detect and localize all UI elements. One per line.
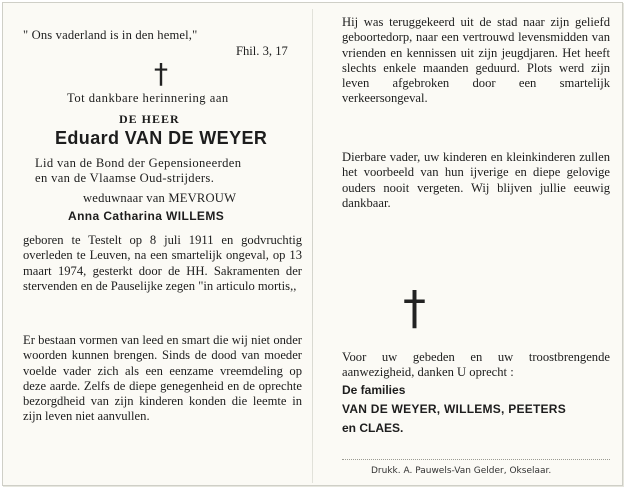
large-cross-icon: †: [403, 281, 426, 335]
farewell-paragraph: Dierbare vader, uw kinderen en kleinkinderen zullen het voorbeeld van hun ijverige en diepe gelovige ouders nooit vergeten. Wij blijven jullie eeuwig dankbaar.: [342, 150, 610, 210]
spouse-name: Anna Catharina WILLEMS: [68, 209, 225, 223]
scripture-quote: " Ons vaderland is in den hemel,": [23, 28, 198, 42]
families-names: VAN DE WEYER, WILLEMS, PEETERS: [342, 402, 566, 416]
scripture-reference: Fhil. 3, 17: [236, 44, 288, 58]
deceased-name: Eduard VAN DE WEYER: [55, 128, 268, 148]
families-last: en CLAES.: [342, 421, 404, 435]
fold-line: [312, 9, 313, 483]
cross-icon: †: [154, 57, 168, 90]
biography-continued: Hij was teruggekeerd uit de stad naar zijn geliefd geboortedorp, naar een vertrouwd levensmidden van vrienden en kennissen uit zijn jeugdjaren. Het heeft slechts enkele maanden geduurd. Plots werd zijn leven afgebroken door een smartelijk verkeersongeval.: [342, 15, 610, 106]
printer-credit: Drukk. A. Pauwels-Van Gelder, Okselaar.: [371, 466, 552, 476]
remembrance-intro: Tot dankbare herinnering aan: [67, 91, 229, 105]
biography: geboren te Testelt op 8 juli 1911 en godvruchtig overleden te Leuven, na een smartelijk ongeval, op 13 maart 1974, gesterkt door de HH. Sakramenten der stervenden en de Pauselijke zegen "in articulo mortis,,: [23, 233, 302, 293]
membership-line-2: en van de Vlaamse Oud-strijders.: [35, 171, 215, 185]
membership-line-1: Lid van de Bond der Gepensioneerden: [35, 156, 242, 170]
honorific: DE HEER: [119, 112, 180, 126]
reflection-text: Er bestaan vormen van leed en smart die wij niet onder woorden kunnen brengen. Sinds de dood van moeder voelde vader zich als een eenzame vreemdeling op deze aarde. Zelfs de diepe genegenheid en de oprechte bezorgdheid van zijn kinderen konden die leemte in zijn leven niet aanvullen.: [23, 333, 302, 424]
thanks-text: Voor uw gebeden en uw troostbrengende aanwezigheid, danken U oprecht :: [342, 350, 610, 380]
divider: [342, 459, 610, 460]
widower-of: weduwnaar van MEVROUW: [83, 191, 237, 205]
families-label: De families: [342, 383, 406, 397]
memorial-card: [2, 2, 623, 486]
